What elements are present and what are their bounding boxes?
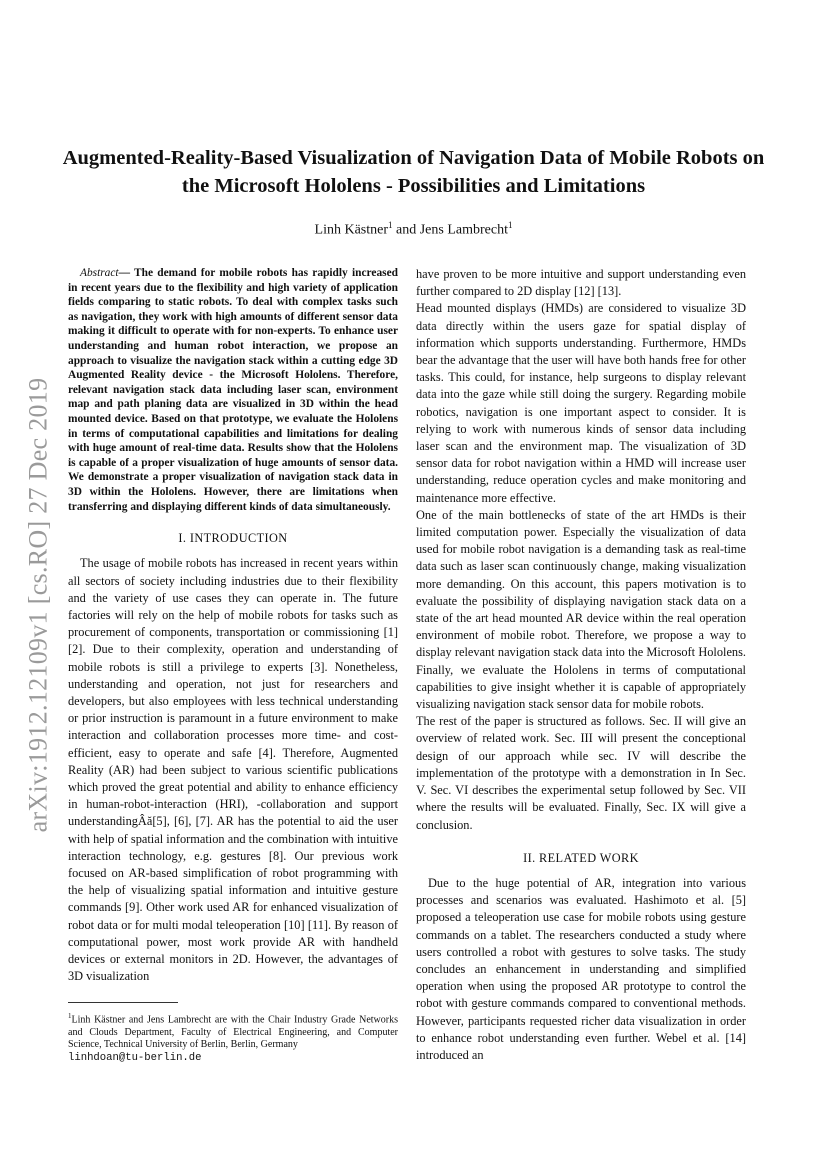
abstract-text: The demand for mobile robots has rapidly increased in recent years due to the flexibility and high variety of application fields comparing to static robots. To deal with complex tasks such as navigation, they work with high amounts of different sensor data making it difficult to operate with for non-experts. To enhance user understanding and human robot interaction, we propose an approach to visualize the navigation stack within a cutting edge 3D Augmented Reality device - the Microsoft Hololens. Therefore, relevant navigation stack data including laser scan, environment map and path planing data are visualized in 3D within the head mounted device. Based on that prototype, we evaluate the Hololens in terms of computational capabilities and limitations for dealing with huge amount of real-time data. Results show that the Hololens is capable of a proper visualization of huge amounts of sensor data. We demonstrate a proper visualization of navigation stack data in 3D within the Hololens. However, there are limitations when transferring and displaying different kinds of data simultaneously. bbox=[68, 267, 398, 513]
related-work-paragraph-1: Due to the huge potential of AR, integration into various processes and scenarios was evaluated. Hashimoto et al. [5] proposed a teleoperation use case for mobile robots using gesture commands on a tablet. The researchers conducted a study where users controlled a robot with gestures to solve tasks. The study concludes an enhancement in understanding and simplified operation when using the proposed AR prototype to control the robot with gesture commands compared to conventional methods. However, participants requested richer data visualization in order to enhance robot understanding even further. Webel et al. [14] introduced an bbox=[416, 875, 746, 1062]
footnote-mark: 1 bbox=[68, 1012, 72, 1020]
left-column bbox=[68, 266, 398, 985]
author-conjunction: and bbox=[392, 222, 420, 238]
section-heading-introduction: I. INTRODUCTION bbox=[178, 531, 288, 546]
intro-paragraph-4: The rest of the paper is structured as follows. Sec. II will give an overview of related work. Sec. III will present the conceptional design of our approach while sec. IV will describe the implementation of the prototype with a demonstration in In Sec. V. Sec. VI describes the experimental setup followed by Sec. VII where the results will be evaluated. Finally, Sec. IX will give a conclusion. bbox=[416, 714, 746, 832]
arxiv-stamp bbox=[18, 360, 58, 850]
author-2: Jens Lambrecht bbox=[419, 222, 508, 238]
intro-paragraph-2: Head mounted displays (HMDs) are considered to visualize 3D data directly within the users gaze for spatial display of information which supports understanding. Furthermore, HMDs bear the advantage that the user will have both hands free for other tasks. This could, for instance, help surgeons to display relevant data into the gaze while still doing the surgery. Regarding mobile robotics, navigation is one important aspect to consider. It is relying to work with numerous kinds of sensor data including laser scan and the environment map. The visualization of 3D sensor data for robot navigation within a HMD will increase user understanding, reduce operation cycles and make monitoring and maintenance more effective. bbox=[416, 301, 746, 505]
footnote-text: Linh Kästner and Jens Lambrecht are with the Chair Industry Grade Networks and Clouds Department, Faculty of Electrical Engineering, and Computer Science, Technical University of Berlin, Berlin, Germany bbox=[68, 1014, 398, 1051]
right-column bbox=[416, 266, 746, 1064]
arxiv-stamp-text: arXiv:1912.12109v1 [cs.RO] 27 Dec 2019 bbox=[23, 377, 52, 833]
author-2-affiliation: 1 bbox=[507, 220, 513, 230]
section-heading-related-work: II. RELATED WORK bbox=[523, 850, 639, 865]
footnote bbox=[68, 1010, 398, 1064]
paper-title: Augmented-Reality-Based Visualization of Navigation Data of Mobile Robots on the Microsoft Hololens - Possibilities and Limitations bbox=[62, 147, 765, 197]
abstract-dash: — bbox=[118, 267, 135, 279]
author-1-affiliation: 1 bbox=[388, 220, 393, 230]
abstract bbox=[68, 266, 398, 514]
intro-paragraph-3: One of the main bottlenecks of state of the art HMDs is their limited computation power. Especially the visualization of data used for mobile robot navigation is a demanding task as real-time data such as laser scan continuously change, making visualization more demanding. On this account, this papers motivation is to evaluate the possibility of displaying navigation stack data on a state of the art head mounted AR device within the real operation environment of mobile robot. Therefore, we propose a way to display relevant navigation stack data into the Microsoft Hololens. Finally, we evaluate the Hololens in terms of computational capabilities to give insight whether it is capable of appropriately visualizing navigation stack sensor data for mobile robots. bbox=[416, 507, 746, 712]
author-line bbox=[60, 220, 767, 239]
author-1: Linh Kästner bbox=[314, 222, 388, 238]
footnote-divider bbox=[68, 1002, 178, 1003]
intro-paragraph-1-continued: have proven to be more intuitive and support understanding even further compared to 2D display [12] [13]. bbox=[416, 267, 746, 299]
intro-paragraph-1: The usage of mobile robots has increased in recent years within all sectors of society including industries due to their flexibility and the variety of use cases they can operate in. The future factories will rely on the help of mobile robots for tasks such as procurement of components, transportation or commissioning [1] [2]. Due to their complexity, operation and understanding of mobile robots is still a privilege to experts [3]. Nonetheless, understanding and operation, not just for researchers and developers, but also employees with less technical understanding or prior instruction is paramount in a future environment to make interaction and collaboration processes more time- and cost-efficient, easy to operate and safe [4]. Therefore, Augmented Reality (AR) had been subject to various scientific publications which proved the great potential and ability to enhance efficiency in human-robot-interaction (HRI), -collaboration and support understandingÂă[5], [6], [7]. AR has the potential to aid the user with help of spatial information and the combination with intuitive interaction technology, e.g. gestures [8]. Our previous work focused on AR-based simplification of robot programming with the help of visualizing spatial information and intuitive gesture commands [9]. Other work used AR for enhanced visualization of robot data or for multi modal teleoperation [10] [11]. By reason of computational power, most work provide AR with handheld devices or external monitors in 2D. However, the advantages of 3D visualization bbox=[68, 556, 398, 984]
abstract-label: Abstract bbox=[80, 267, 119, 279]
footnote-email: linhdoan@tu-berlin.de bbox=[68, 1051, 202, 1064]
